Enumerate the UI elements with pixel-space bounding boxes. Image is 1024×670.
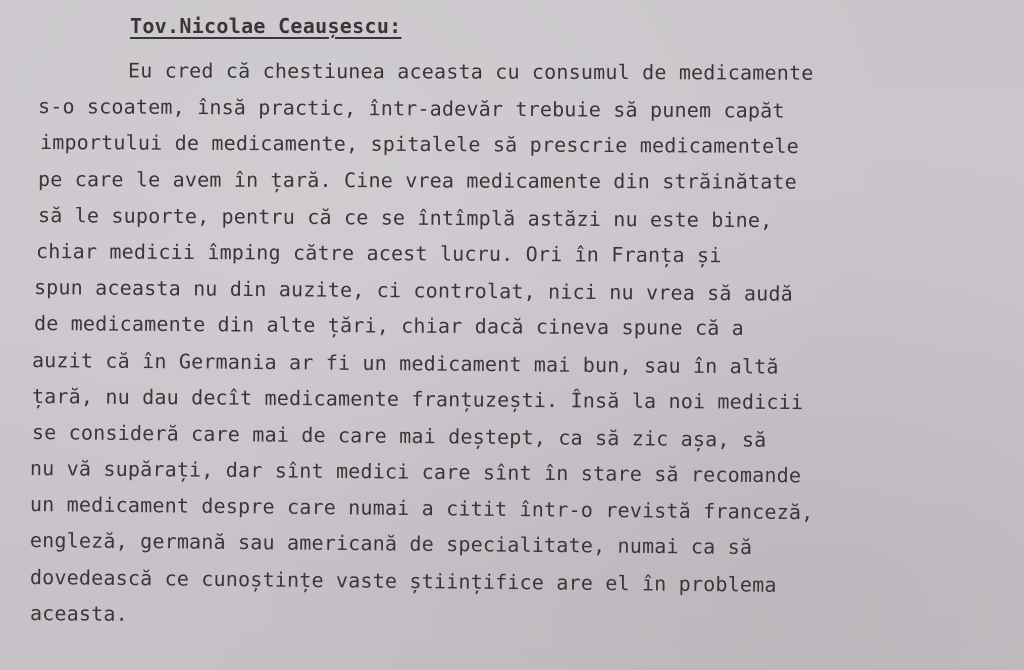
text-line: chiar medicii împing către acest lucru. Ori în Franța și	[35, 238, 722, 268]
text-line: aceasta.	[29, 600, 129, 626]
document-body	[30, 52, 814, 631]
text-line: se consideră care mai de care mai deștept, ca să zic așa, să	[31, 419, 767, 452]
text-line: importului de medicamente, spitalele să prescrie medicamentele	[39, 130, 800, 159]
text-line: un medicament despre care numai a citit într-o revistă franceză,	[29, 492, 814, 525]
text-line: spun aceasta nu din auzite, ci controlat, nici nu vrea să audă	[33, 275, 794, 306]
text-line: s-o scoatem, însă practic, într-adevăr trebuie să punem capăt	[37, 94, 785, 123]
speaker-heading: Tov.Nicolae Ceaușescu:	[130, 14, 402, 38]
text-line: de medicamente din alte țări, chiar dacă cineva spune că a	[33, 311, 745, 341]
text-line: engleză, germană sau americană de specialitate, numai ca să	[29, 528, 753, 560]
text-line: pe care le avem în țară. Cine vrea medicamente din străinătate	[37, 166, 797, 194]
text-line: auzit că în Germania ar fi un medicament mai bun, sau în altă	[31, 347, 779, 379]
text-line: țară, nu dau decît medicamente franțuzești. Însă la noi medicii	[31, 383, 804, 414]
text-line: dovedească ce cunoștințe vaste științifice are el în problema	[29, 564, 777, 597]
text-line: nu vă supărați, dar sînt medici care sînt în stare să recomande	[29, 456, 802, 488]
text-line: Eu cred că chestiunea aceasta cu consumul de medicamente	[127, 58, 814, 85]
text-line: să le suporte, pentru că ce se întîmplă astăzi nu este bine,	[37, 202, 773, 232]
